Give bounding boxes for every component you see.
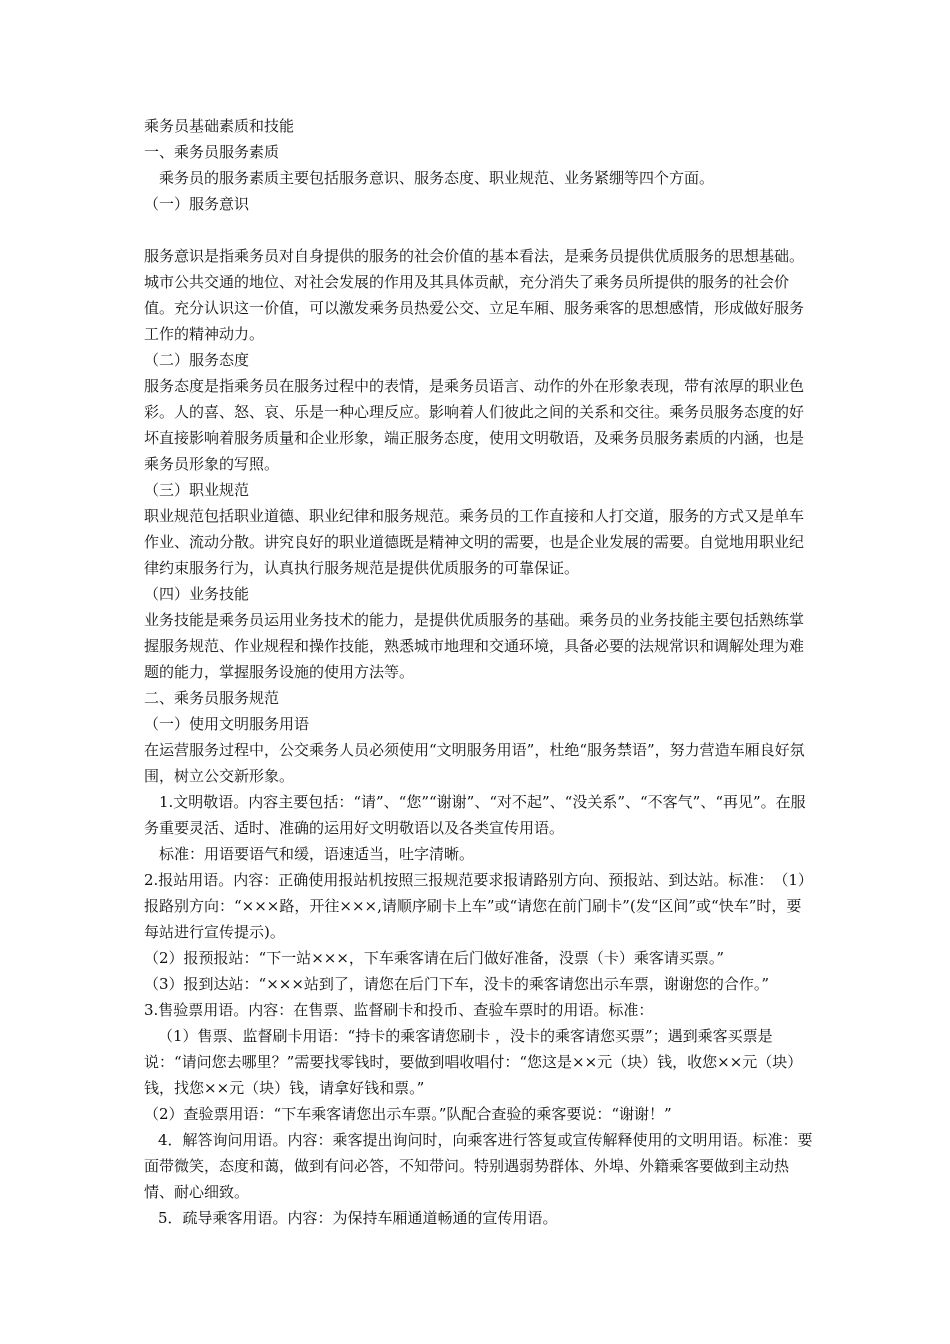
subheading-professional-norms: （三）职业规范 bbox=[144, 481, 250, 499]
item-stop-announcements-arrival: （3）报到达站：“×××站到了，请您在后门下车，没卡的乘客请您出示车票，谢谢您的合作。” bbox=[144, 975, 770, 993]
item-civil-greetings-standard: 标准：用语要语气和缓，语速适当，吐字清晰。 bbox=[159, 845, 475, 863]
paragraph-service-awareness: 服务意识是指乘务员对自身提供的服务的社会价值的基本看法，是乘务员提供优质服务的思想基础。城市公共交通的地位、对社会发展的作用及其具体贡献，充分消失了乘务员所提供的服务的社会价值。充分认识这一价值，可以激发乘务员热爱公交、立足车厢、服务乘客的思想感情，形成做好服务工作的精神动力。 bbox=[144, 247, 805, 343]
item-ticket-language: 3.售验票用语。内容：在售票、监督刷卡和投币、查验车票时的用语。标准： bbox=[144, 1001, 654, 1019]
item-stop-announcements: 2.报站用语。内容：正确使用报站机按照三报规范要求报请路别方向、预报站、到达站。标准： （1）报路别方向：“×××路，开往×××,请顺序刷卡上车”或“请您在前门刷卡”(发“区间”或“快车”时，要每站进行宣传提示)。 bbox=[144, 871, 813, 941]
document-title: 乘务员基础素质和技能 bbox=[144, 117, 295, 135]
subheading-service-attitude: （二）服务态度 bbox=[144, 351, 250, 369]
item-ticket-check-language: （2）查验票用语：“下车乘客请您出示车票。”队配合查验的乘客要说：“谢谢！” bbox=[144, 1105, 672, 1123]
paragraph-professional-norms: 职业规范包括职业道德、职业纪律和服务规范。乘务员的工作直接和人打交道，服务的方式又是单车作业、流动分散。讲究良好的职业道德既是精神文明的需要，也是企业发展的需要。自觉地用职业纪律约束服务行为，认真执行服务规范是提供优质服务的可靠保证。 bbox=[144, 507, 805, 577]
document-body bbox=[144, 113, 814, 1231]
item-stop-announcements-next: （2）报预报站：“下一站×××，下车乘客请在后门做好准备，没票（卡）乘客请买票。” bbox=[144, 949, 725, 967]
item-civil-greetings: 1.文明敬语。内容主要包括：“请”、“您”“谢谢”、“对不起”、“没关系”、“不客气”、“再见”。在服务重要灵活、适时、准确的运用好文明敬语以及各类宣传用语。 bbox=[144, 793, 806, 837]
item-ticket-sales-language: （1）售票、监督刷卡用语：“持卡的乘客请您刷卡 ，没卡的乘客请您买票”；遇到乘客买票是说：“请问您去哪里？”需要找零钱时，要做到唱收唱付：“您这是××元（块）钱，收您××元（块）钱，找您××元（块）钱，请拿好钱和票。” bbox=[144, 1027, 803, 1097]
blank-line bbox=[144, 217, 814, 243]
section-1-intro: 乘务员的服务素质主要包括服务意识、服务态度、职业规范、业务紧绷等四个方面。 bbox=[159, 169, 715, 187]
subheading-civil-language: （一）使用文明服务用语 bbox=[144, 715, 310, 733]
item-inquiry-language: 4．解答询问用语。内容：乘客提出询问时，向乘客进行答复或宣传解释使用的文明用语。标准：要面带微笑，态度和蔼，做到有问必答，不知带问。特别遇弱势群体、外埠、外籍乘客要做到主动热情、耐心细致。 bbox=[144, 1131, 813, 1201]
paragraph-business-skills: 业务技能是乘务员运用业务技术的能力，是提供优质服务的基础。乘务员的业务技能主要包括熟练掌握服务规范、作业规程和操作技能，熟悉城市地理和交通环境，具备必要的法规常识和调解处理为难题的能力，掌握服务设施的使用方法等。 bbox=[144, 611, 805, 681]
section-heading-1: 一、乘务员服务素质 bbox=[144, 143, 280, 161]
paragraph-service-attitude: 服务态度是指乘务员在服务过程中的表情，是乘务员语言、动作的外在形象表现，带有浓厚的职业色彩。人的喜、怒、哀、乐是一种心理反应。影响着人们彼此之间的关系和交往。乘务员服务态度的好坏直接影响着服务质量和企业形象，端正服务态度，使用文明敬语，及乘务员服务素质的内涵，也是乘务员形象的写照。 bbox=[144, 377, 805, 473]
subheading-business-skills: （四）业务技能 bbox=[144, 585, 250, 603]
section-heading-2: 二、乘务员服务规范 bbox=[144, 689, 280, 707]
paragraph-civil-language: 在运营服务过程中，公交乘务人员必须使用“文明服务用语”，杜绝“服务禁语”，努力营造车厢良好氛围，树立公交新形象。 bbox=[144, 741, 805, 785]
item-guidance-language: 5．疏导乘客用语。内容：为保持车厢通道畅通的宣传用语。 bbox=[158, 1209, 558, 1227]
subheading-service-awareness: （一）服务意识 bbox=[144, 195, 250, 213]
